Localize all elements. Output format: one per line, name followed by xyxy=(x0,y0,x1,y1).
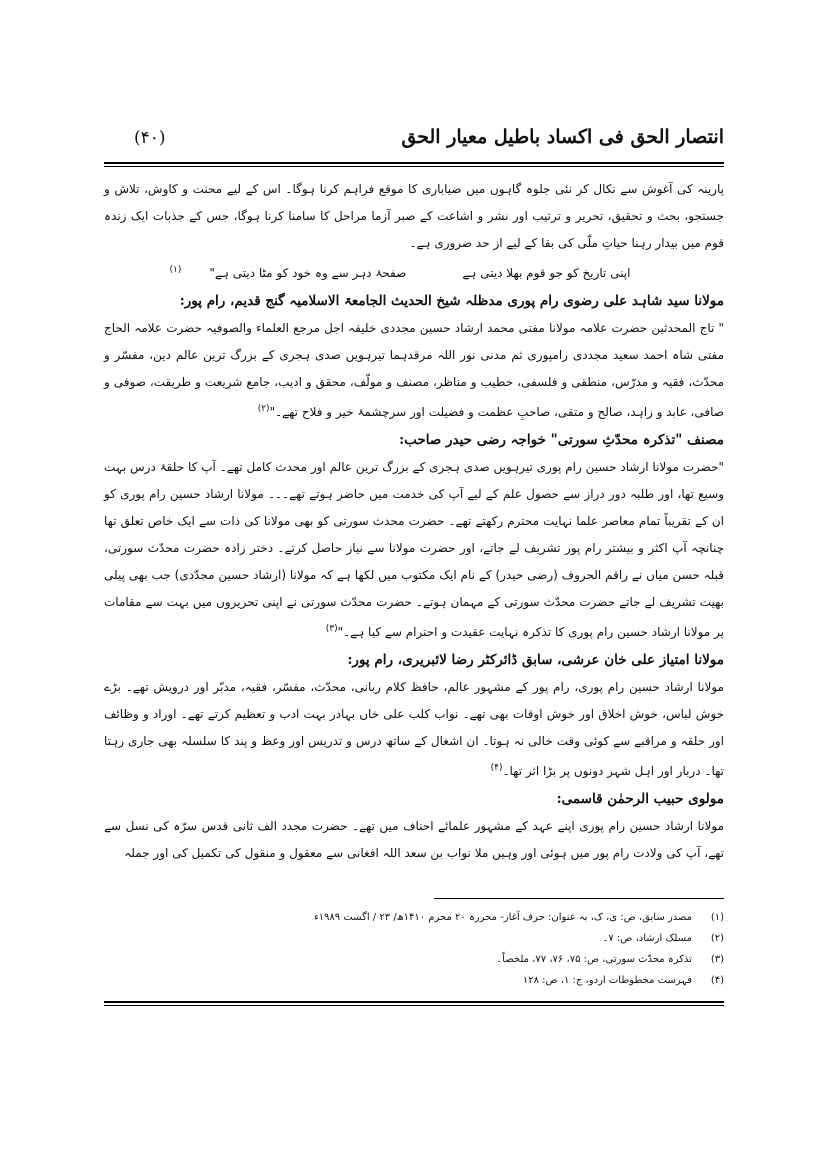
header-rule xyxy=(104,162,724,164)
quote-razi-haider xyxy=(104,454,724,646)
paragraph-intro: پارینہ کی آغوش سے نکال کر نئی جلوہ گاہوں میں ضیاباری کا موقع فراہم کرنا ہوگا۔ اس کے لیے محنت و کاوش، تلاش و جستجو، بحث و تحقیق، تحریر و ترتیب اور نشر و اشاعت کے صبر آزما مراحل کا سامنا کرنا ہوگا، جس کے جذبات ایک زندہ قوم میں بیدار رہنا حیاتِ ملّی کی بقا کے لیے از حد ضروری ہے۔ xyxy=(104,182,724,250)
footnote-number: (۲) xyxy=(710,933,724,944)
footnote-item xyxy=(104,928,724,949)
verse-couplet xyxy=(104,257,724,287)
quote-arshi xyxy=(104,674,724,785)
quote-text: مولانا ارشاد حسین رام پوری، رام پور کے مشہور عالم، حافظ کلام ربانی، محدّث، مفسّر، فقیہ، مدبّر اور درویش تھے۔ بڑے خوش لباس، خوش اخلاق اور خوش اوقات بھی تھے۔ نواب کلب علی خاں بہادر بہت ادب و تعظیم کرتے تھے۔ اوراد و وظائف اور حلقہ و مراقبے سے کوئی وقت خالی نہ ہوتا۔ ان اشغال کے ساتھ درس و تدریس اور وعظ و پند کا سلسلہ بھی جاری رہتا تھا۔ دربار اور اہل شہر دونوں پر بڑا اثر تھا۔ xyxy=(104,680,724,778)
section-heading-arshi: مولانا امتیاز علی خان عرشی، سابق ڈائرکٹر رضا لائبریری، رام پور: xyxy=(347,652,724,668)
page-number: (۴۰) xyxy=(134,128,166,148)
verse-line-1: اپنی تاریخ کو جو قوم بھلا دیتی ہے xyxy=(462,266,631,280)
section-heading-razi-haider: مصنف "تذکرہ محدّثِ سورتی" خواجہ رضی حیدر صاحب: xyxy=(399,432,724,448)
footnote-item xyxy=(104,949,724,970)
quote-text: " تاج المحدثین حضرت علامہ مولانا مفتی محمد ارشاد حسین مجددی خلیفہ اجل مرجع العلماء والصوفیہ حضرت علامہ الحاج مفتی شاہ احمد سعید مجددی رامپوری ثم مدنی نور اللہ مرقدہما تیرہویں صدی ہجری کے بزرگ ترین عالم دین، مفسّر و محدّث، فقیہ و مدرّس، منطقی و فلسفی، خطیب و مناظر، مصنف و مولّف، محقق و ادیب، جامع شریعت و طریقت، صوفی و صافی، عابد و زاہد، صالح و متقی، صاحبِ عظمت و فضیلت اور سرچشمۂ خیر و فلاح تھے۔" xyxy=(104,321,724,419)
book-page xyxy=(104,120,724,1020)
footer-rule xyxy=(104,1001,724,1003)
footnote-ref: (۱) xyxy=(169,265,182,275)
footnote-number: (۴) xyxy=(710,975,724,986)
footnote-item xyxy=(104,970,724,991)
footnote-item xyxy=(104,907,724,928)
footnote-rule xyxy=(434,898,724,899)
footnote-ref: (۳) xyxy=(325,624,338,634)
running-title: انتصار الحق فی اکساد باطیل معیار الحق xyxy=(401,126,724,148)
main-text xyxy=(104,176,724,867)
header-rule-thin xyxy=(104,166,724,167)
verse-line-2: صفحۂ دہر سے وہ خود کو مٹا دیتی ہے" xyxy=(209,266,407,280)
footnote-text: تذکرہ محدّث سورتی، ص: ۷۵، ۷۶، ۷۷، ملخصاً۔ xyxy=(496,954,692,965)
footnote-ref: (۲) xyxy=(257,404,270,414)
footer-rule-thin xyxy=(104,1005,724,1006)
footnote-ref: (۴) xyxy=(490,763,503,773)
quote-text: "حضرت مولانا ارشاد حسین رام پوری تیرہویں صدی ہجری کے بزرگ ترین عالم اور محدث کامل تھے۔ آپ کا حلقۂ درس بہت وسیع تھا، اور طلبہ دور دراز سے حصول علم کے لیے آپ کی خدمت میں حاضر ہوتے تھے۔۔۔ مولانا ارشاد حسین رام پوری کو ان کے تقریباً تمام معاصر علما نہایت محترم رکھتے تھے۔ حضرت محدث سورتی کو بھی مولانا کی ذات سے ایک خاص تعلق تھا چنانچہ آپ اکثر و بیشتر رام پور تشریف لے جاتے، اور حضرت مولانا سے نیاز حاصل کرتے۔ دختر زادہ حضرت محدّث سورتی، قبلہ حسن میاں نے راقم الحروف (رضی حیدر) کے نام ایک مکتوب میں لکھا ہے کہ مولانا (ارشاد حسین مجدّدی) جب بھی پیلی بھیت تشریف لے جاتے حضرت محدّث سورتی کے مہمان ہوتے۔ حضرت محدّث سورتی نے اپنی تحریروں میں بہت سے مقامات پر مولانا ارشاد حسین رام پوری کا تذکرہ نہایت عقیدت و احترام سے کیا ہے۔" xyxy=(104,460,724,639)
section-heading-qasmi: مولوی حبیب الرحمٰن قاسمی: xyxy=(556,791,724,807)
footnote-text: فہرست مخطوطات اردو، ج: ۱، ص: ۱۲۸ xyxy=(522,975,692,986)
footnotes xyxy=(104,898,724,991)
footnote-number: (۳) xyxy=(710,954,724,965)
footnote-text: مسلک ارشاد، ص: ۷۔ xyxy=(602,933,692,944)
footnote-text: مصدر سابق، ص: ی، ک، بہ عنوان: حرف آغاز- محررہ ۲۰ محرم ۱۴۱۰ھ/ ۲۳ / اگست ۱۹۸۹ء xyxy=(313,912,692,923)
section-heading-rizvi: مولانا سید شاہد علی رضوی رام پوری مدظلہ شیخ الحدیث الجامعۃ الاسلامیہ گنج قدیم، رام پور: xyxy=(179,293,724,309)
quote-rizvi xyxy=(104,315,724,426)
paragraph-qasmi: مولانا ارشاد حسین رام پوری اپنے عہد کے مشہور علمائے احناف میں تھے۔ حضرت مجدد الف ثانی قدس سرّہ کی نسل سے تھے، آپ کی ولادت رام پور میں ہوئی اور وہیں ملا نواب بن سعد اللہ افغانی سے معقول و منقول کی تکمیل کی اور جملہ xyxy=(104,819,724,860)
footnote-number: (۱) xyxy=(710,912,724,923)
page-header xyxy=(104,124,724,164)
